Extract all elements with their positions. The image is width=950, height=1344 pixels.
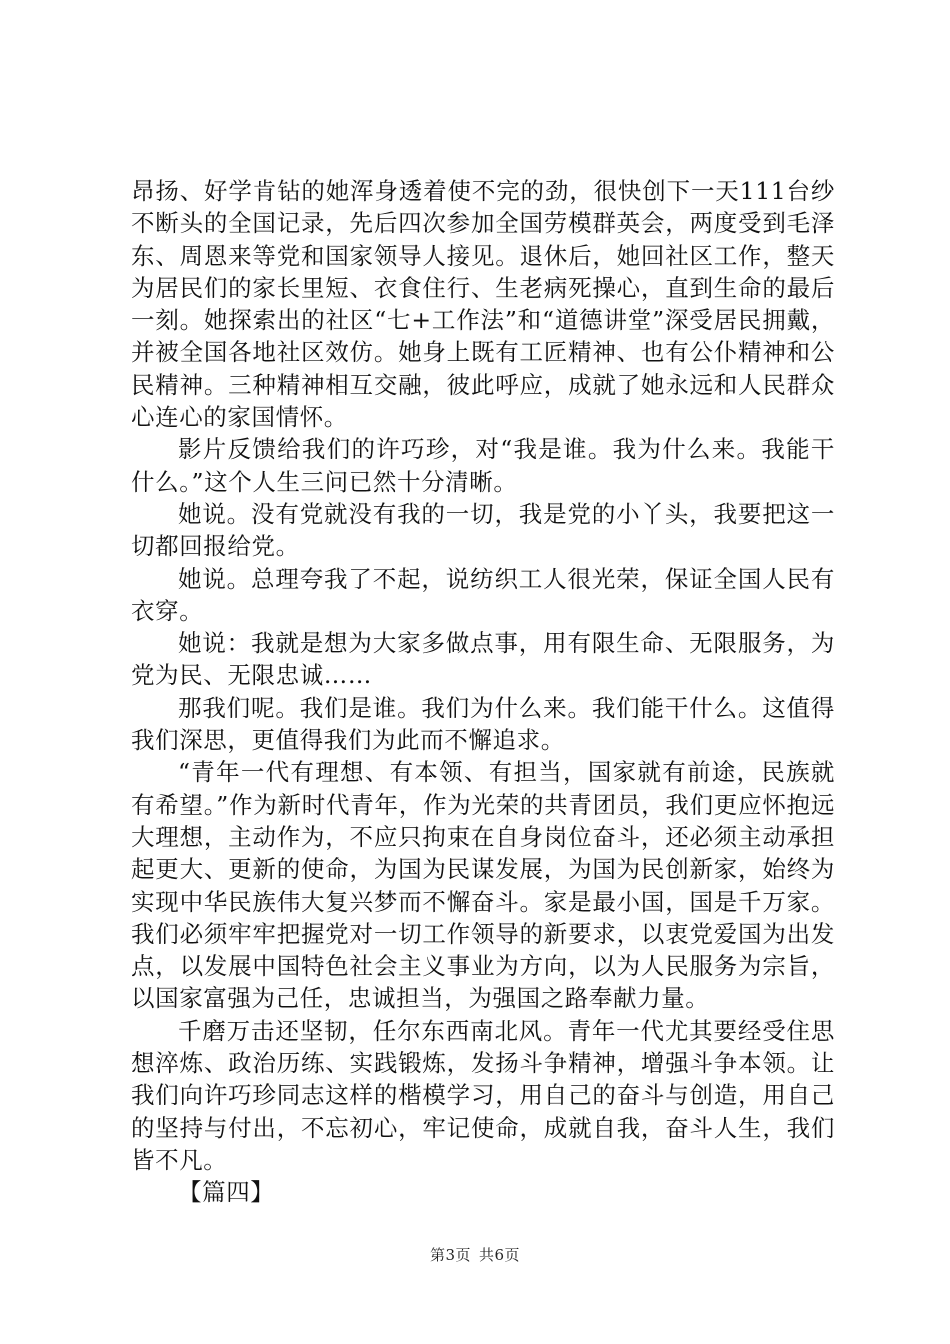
paragraph-7: “青年一代有理想、有本领、有担当，国家就有前途，民族就有希望。”作为新时代青年，作为光荣的共青团员，我们更应怀抱远大理想，主动作为，不应只拘束在自身岗位奋斗，还必须主动承担起更大、更新的使命，为国为民谋发展，为国为民创新家，始终为实现中华民族伟大复兴梦而不懈奋斗。家是最小国，国是千万家。我们必须牢牢把握党对一切工作领导的新要求，以衷党爱国为出发点，以发展中国特色社会主义事业为方向，以为人民服务为宗旨，以国家富强为己任，忠诚担当，为强国之路奉献力量。 (131, 758, 835, 1013)
page-footer (0, 1245, 950, 1265)
section-heading: 【篇四】 (178, 1178, 275, 1207)
paragraph-6: 那我们呢。我们是谁。我们为什么来。我们能干什么。这值得我们深思，更值得我们为此而不懈追求。 (131, 693, 835, 755)
paragraph-2: 影片反馈给我们的许巧珍，对“我是谁。我为什么来。我能干什么。”这个人生三问已然十分清晰。 (131, 435, 835, 496)
paragraph-1: 昂扬、好学肯钻的她浑身透着使不完的劲，很快创下一天111台纱不断头的全国记录，先后四次参加全国劳模群英会，两度受到毛泽东、周恩来等党和国家领导人接见。退休后，她回社区工作，整天为居民们的家长里短、衣食住行、生老病死操心，直到生命的最后一刻。她探索出的社区“七+工作法”和“道德讲堂”深受居民拥戴，并被全国各地社区效仿。她身上既有工匠精神、也有公仆精神和公民精神。三种精神相互交融，彼此呼应，成就了她永远和人民群众心连心的家国情怀。 (131, 177, 835, 432)
document-body (131, 175, 835, 1209)
page-number: 第3页 (429, 1246, 471, 1264)
paragraph-4: 她说。总理夸我了不起，说纺织工人很光荣，保证全国人民有衣穿。 (131, 564, 835, 625)
page-total: 共6页 (479, 1246, 521, 1264)
paragraph-5: 她说：我就是想为大家多做点事，用有限生命、无限服务，为党为民、无限忠诚…… (131, 629, 835, 690)
paragraph-8: 千磨万击还坚韧，任尔东西南北风。青年一代尤其要经受住思想淬炼、政治历练、实践锻炼，发扬斗争精神，增强斗争本领。让我们向许巧珍同志这样的楷模学习，用自己的奋斗与创造，用自己的坚持与付出，不忘初心，牢记使命，成就自我，奋斗人生，我们皆不凡。 (131, 1016, 835, 1174)
paragraph-3: 她说。没有党就没有我的一切，我是党的小丫头，我要把这一切都回报给党。 (131, 499, 835, 561)
